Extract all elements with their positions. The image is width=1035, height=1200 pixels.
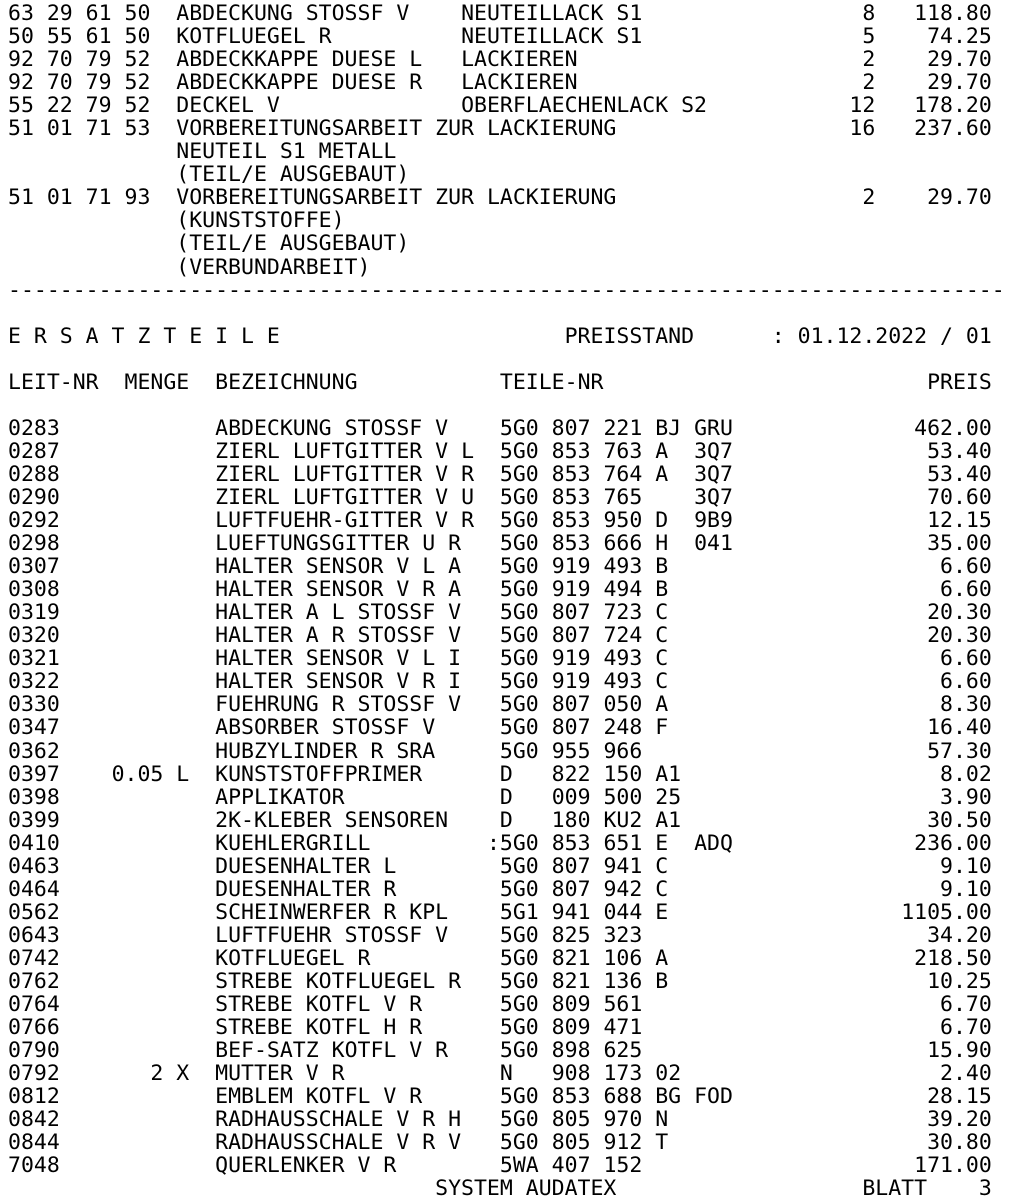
part-price: 16.40 xyxy=(927,715,992,741)
part-price: 30.50 xyxy=(927,807,992,833)
part-number: N 908 173 02 xyxy=(499,1061,682,1087)
part-number: 5G0 825 323 xyxy=(499,922,643,948)
labor-hours: 5 xyxy=(862,24,876,50)
part-number: 5G0 955 966 xyxy=(499,738,643,764)
part-number: 5G0 898 625 xyxy=(499,1038,643,1064)
part-quantity: 0.05 L xyxy=(111,761,190,787)
part-row xyxy=(8,624,1035,647)
part-price: 10.25 xyxy=(927,968,992,994)
column-header-menge: MENGE xyxy=(124,369,190,395)
part-number: D 822 150 A1 xyxy=(499,761,682,787)
labor-price: 29.70 xyxy=(927,70,992,96)
part-number: 5G0 807 221 BJ GRU xyxy=(499,415,733,441)
part-leitnr: 0844 xyxy=(8,1130,60,1156)
divider-line xyxy=(8,279,1035,302)
labor-price: 74.25 xyxy=(927,24,992,50)
labor-hours: 2 xyxy=(862,47,876,73)
part-description: HALTER A L STOSSF V xyxy=(215,600,462,626)
labor-price: 118.80 xyxy=(914,1,992,26)
labor-hours: 16 xyxy=(849,116,876,142)
part-number: :5G0 853 651 E ADQ xyxy=(486,830,733,856)
part-description: STREBE KOTFL H R xyxy=(215,1015,423,1041)
part-price: 6.60 xyxy=(940,554,992,580)
labor-code: 63 29 61 50 xyxy=(8,1,151,26)
part-description: HALTER SENSOR V R A xyxy=(215,577,462,603)
part-number: 5G0 821 136 B xyxy=(499,968,669,994)
part-leitnr: 0283 xyxy=(8,415,60,441)
part-row xyxy=(8,463,1035,486)
part-price: 39.20 xyxy=(927,1107,992,1133)
part-leitnr: 0397 xyxy=(8,761,60,787)
part-price: 15.90 xyxy=(927,1038,992,1064)
part-leitnr: 0319 xyxy=(8,600,60,626)
part-number: 5G0 919 494 B xyxy=(499,577,669,603)
part-description: EMBLEM KOTFL V R xyxy=(215,1084,423,1110)
part-row xyxy=(8,970,1035,993)
labor-note: NEUTEIL S1 METALL xyxy=(176,139,397,165)
labor-row xyxy=(8,2,1035,25)
part-number: 5G0 919 493 B xyxy=(499,554,669,580)
labor-description: ABDECKUNG STOSSF V xyxy=(176,1,410,26)
labor-code: 55 22 79 52 xyxy=(8,93,151,119)
part-leitnr: 0812 xyxy=(8,1084,60,1110)
labor-hours: 12 xyxy=(849,93,876,119)
footer-line xyxy=(8,1177,1035,1200)
part-leitnr: 0347 xyxy=(8,715,60,741)
part-row xyxy=(8,1016,1035,1039)
labor-price: 29.70 xyxy=(927,47,992,73)
part-leitnr: 0790 xyxy=(8,1038,60,1064)
divider-dashes: ----------------------------------------------------------------------------- xyxy=(8,277,1005,303)
labor-paint-type: LACKIEREN xyxy=(461,70,578,96)
labor-code: 50 55 61 50 xyxy=(8,24,151,50)
part-number: 5G0 853 666 H 041 xyxy=(499,531,733,557)
part-price: 28.15 xyxy=(927,1084,992,1110)
part-number: 5G0 853 950 D 9B9 xyxy=(499,508,733,534)
part-row xyxy=(8,878,1035,901)
parts-title-line xyxy=(8,325,1035,348)
section-spacer xyxy=(8,348,1035,371)
part-description: HALTER A R STOSSF V xyxy=(215,623,462,649)
part-price: 236.00 xyxy=(914,830,992,856)
part-number: D 009 500 25 xyxy=(499,784,682,810)
part-row xyxy=(8,786,1035,809)
part-row xyxy=(8,417,1035,440)
part-number: 5G0 853 763 A 3Q7 xyxy=(499,438,733,464)
part-number: 5G0 809 471 xyxy=(499,1015,643,1041)
part-description: RADHAUSSCHALE V R V xyxy=(215,1130,462,1156)
part-number: 5WA 407 152 xyxy=(499,1153,643,1179)
section-spacer xyxy=(8,394,1035,417)
part-leitnr: 0792 xyxy=(8,1061,60,1087)
part-row xyxy=(8,532,1035,555)
part-price: 9.10 xyxy=(940,876,992,902)
part-description: STREBE KOTFL V R xyxy=(215,992,423,1018)
column-header-bezeichnung: BEZEICHNUNG xyxy=(215,369,358,395)
labor-description: KOTFLUEGEL R xyxy=(176,24,332,50)
part-price: 8.30 xyxy=(940,692,992,718)
labor-note: (TEIL/E AUSGEBAUT) xyxy=(176,162,410,188)
part-description: HALTER SENSOR V R I xyxy=(215,669,462,695)
part-row xyxy=(8,716,1035,739)
part-leitnr: 0298 xyxy=(8,531,60,557)
part-price: 57.30 xyxy=(927,738,992,764)
part-price: 3.90 xyxy=(940,784,992,810)
part-description: MUTTER V R xyxy=(215,1061,345,1087)
column-header-teilenr: TEILE-NR xyxy=(499,369,604,395)
labor-description: DECKEL V xyxy=(176,93,280,119)
part-number: 5G0 807 942 C xyxy=(499,876,669,902)
part-leitnr: 0308 xyxy=(8,577,60,603)
part-price: 9.10 xyxy=(940,853,992,879)
part-leitnr: 0292 xyxy=(8,508,60,534)
part-description: ABDECKUNG STOSSF V xyxy=(215,415,449,441)
part-description: HUBZYLINDER R SRA xyxy=(215,738,436,764)
labor-description: VORBEREITUNGSARBEIT ZUR LACKIERUNG xyxy=(176,185,617,211)
part-number: 5G0 853 764 A 3Q7 xyxy=(499,461,733,487)
part-description: DUESENHALTER L xyxy=(215,853,397,879)
part-leitnr: 0764 xyxy=(8,992,60,1018)
part-leitnr: 0410 xyxy=(8,830,60,856)
part-description: KOTFLUEGEL R xyxy=(215,945,371,971)
column-header-preis: PREIS xyxy=(927,369,992,395)
part-description: ABSORBER STOSSF V xyxy=(215,715,436,741)
part-leitnr: 0766 xyxy=(8,1015,60,1041)
part-description: STREBE KOTFLUEGEL R xyxy=(215,968,462,994)
labor-price: 237.60 xyxy=(914,116,992,142)
labor-note: (VERBUNDARBEIT) xyxy=(176,254,371,280)
part-number: 5G0 805 970 N xyxy=(499,1107,669,1133)
part-price: 2.40 xyxy=(940,1061,992,1087)
part-leitnr: 0330 xyxy=(8,692,60,718)
part-row xyxy=(8,509,1035,532)
part-leitnr: 0362 xyxy=(8,738,60,764)
section-spacer xyxy=(8,302,1035,325)
part-price: 34.20 xyxy=(927,922,992,948)
labor-note-line xyxy=(8,232,1035,255)
labor-note: (TEIL/E AUSGEBAUT) xyxy=(176,231,410,257)
part-row xyxy=(8,670,1035,693)
part-number: D 180 KU2 A1 xyxy=(499,807,682,833)
part-leitnr: 0742 xyxy=(8,945,60,971)
part-description: 2K-KLEBER SENSOREN xyxy=(215,807,449,833)
labor-note-line xyxy=(8,209,1035,232)
part-number: 5G0 919 493 C xyxy=(499,669,669,695)
part-leitnr: 0643 xyxy=(8,922,60,948)
labor-paint-type: NEUTEILLACK S1 xyxy=(461,1,643,26)
labor-hours: 2 xyxy=(862,185,876,211)
system-name: SYSTEM AUDATEX xyxy=(435,1176,617,1200)
part-price: 171.00 xyxy=(914,1153,992,1179)
part-quantity: 2 X xyxy=(150,1061,190,1087)
parts-header-line xyxy=(8,371,1035,394)
part-price: 20.30 xyxy=(927,600,992,626)
price-status-label: PREISSTAND xyxy=(564,323,695,349)
part-number: 5G0 807 050 A xyxy=(499,692,669,718)
part-number: 5G0 853 765 3Q7 xyxy=(499,484,733,510)
labor-code: 51 01 71 93 xyxy=(8,185,151,211)
labor-price: 178.20 xyxy=(914,93,992,119)
part-price: 218.50 xyxy=(914,945,992,971)
part-row xyxy=(8,440,1035,463)
part-row xyxy=(8,1108,1035,1131)
part-leitnr: 0842 xyxy=(8,1107,60,1133)
part-leitnr: 0287 xyxy=(8,438,60,464)
part-leitnr: 0464 xyxy=(8,876,60,902)
part-row xyxy=(8,1062,1035,1085)
part-row xyxy=(8,555,1035,578)
part-row xyxy=(8,901,1035,924)
part-row xyxy=(8,1039,1035,1062)
part-price: 1105.00 xyxy=(901,899,992,925)
part-price: 70.60 xyxy=(927,484,992,510)
part-leitnr: 0290 xyxy=(8,484,60,510)
part-price: 30.80 xyxy=(927,1130,992,1156)
sheet-label: BLATT xyxy=(862,1176,928,1200)
part-row xyxy=(8,947,1035,970)
part-description: HALTER SENSOR V L I xyxy=(215,646,462,672)
part-number: 5G0 807 724 C xyxy=(499,623,669,649)
part-price: 35.00 xyxy=(927,531,992,557)
labor-code: 51 01 71 53 xyxy=(8,116,151,142)
part-description: FUEHRUNG R STOSSF V xyxy=(215,692,462,718)
part-description: RADHAUSSCHALE V R H xyxy=(215,1107,462,1133)
part-description: KUNSTSTOFFPRIMER xyxy=(215,761,423,787)
labor-note-line xyxy=(8,140,1035,163)
part-row xyxy=(8,924,1035,947)
part-description: APPLIKATOR xyxy=(215,784,345,810)
part-description: SCHEINWERFER R KPL xyxy=(215,899,449,925)
part-description: ZIERL LUFTGITTER V L xyxy=(215,438,475,464)
labor-description: ABDECKKAPPE DUESE L xyxy=(176,47,423,73)
labor-description: ABDECKKAPPE DUESE R xyxy=(176,70,423,96)
part-price: 12.15 xyxy=(927,508,992,534)
part-row xyxy=(8,809,1035,832)
labor-paint-type: OBERFLAECHENLACK S2 xyxy=(461,93,708,119)
part-leitnr: 0288 xyxy=(8,461,60,487)
part-leitnr: 0399 xyxy=(8,807,60,833)
part-price: 53.40 xyxy=(927,461,992,487)
labor-row xyxy=(8,186,1035,209)
part-leitnr: 0463 xyxy=(8,853,60,879)
part-leitnr: 0320 xyxy=(8,623,60,649)
part-number: 5G0 807 723 C xyxy=(499,600,669,626)
part-row xyxy=(8,693,1035,716)
part-description: DUESENHALTER R xyxy=(215,876,397,902)
part-description: QUERLENKER V R xyxy=(215,1153,397,1179)
part-number: 5G1 941 044 E xyxy=(499,899,669,925)
part-price: 6.60 xyxy=(940,577,992,603)
part-price: 6.60 xyxy=(940,669,992,695)
part-description: ZIERL LUFTGITTER V U xyxy=(215,484,475,510)
labor-code: 92 70 79 52 xyxy=(8,47,151,73)
labor-paint-type: LACKIEREN xyxy=(461,47,578,73)
part-description: LUFTFUEHR STOSSF V xyxy=(215,922,449,948)
part-price: 6.70 xyxy=(940,1015,992,1041)
part-price: 8.02 xyxy=(940,761,992,787)
part-row xyxy=(8,1085,1035,1108)
part-description: HALTER SENSOR V L A xyxy=(215,554,462,580)
part-row xyxy=(8,832,1035,855)
part-number: 5G0 853 688 BG FOD xyxy=(499,1084,733,1110)
part-number: 5G0 807 941 C xyxy=(499,853,669,879)
part-description: LUEFTUNGSGITTER U R xyxy=(215,531,462,557)
part-description: ZIERL LUFTGITTER V R xyxy=(215,461,475,487)
part-number: 5G0 919 493 C xyxy=(499,646,669,672)
part-leitnr: 0762 xyxy=(8,968,60,994)
labor-hours: 8 xyxy=(862,1,876,26)
part-price: 20.30 xyxy=(927,623,992,649)
part-row xyxy=(8,993,1035,1016)
part-leitnr: 0398 xyxy=(8,784,60,810)
labor-row xyxy=(8,94,1035,117)
part-description: KUEHLERGRILL xyxy=(215,830,371,856)
part-row xyxy=(8,1131,1035,1154)
part-row xyxy=(8,1154,1035,1177)
part-leitnr: 0307 xyxy=(8,554,60,580)
part-row xyxy=(8,740,1035,763)
part-row xyxy=(8,763,1035,786)
part-row xyxy=(8,486,1035,509)
part-price: 6.60 xyxy=(940,646,992,672)
part-number: 5G0 809 561 xyxy=(499,992,643,1018)
labor-code: 92 70 79 52 xyxy=(8,70,151,96)
part-description: BEF-SATZ KOTFL V R xyxy=(215,1038,449,1064)
part-leitnr: 0562 xyxy=(8,899,60,925)
part-price: 53.40 xyxy=(927,438,992,464)
part-row xyxy=(8,601,1035,624)
part-number: 5G0 821 106 A xyxy=(499,945,669,971)
labor-hours: 2 xyxy=(862,70,876,96)
labor-note: (KUNSTSTOFFE) xyxy=(176,208,345,234)
part-number: 5G0 807 248 F xyxy=(499,715,669,741)
labor-row xyxy=(8,71,1035,94)
part-leitnr: 7048 xyxy=(8,1153,60,1179)
labor-note-line xyxy=(8,163,1035,186)
labor-price: 29.70 xyxy=(927,185,992,211)
part-price: 6.70 xyxy=(940,992,992,1018)
labor-row xyxy=(8,117,1035,140)
part-leitnr: 0321 xyxy=(8,646,60,672)
price-status-value: : 01.12.2022 / 01 xyxy=(771,323,992,349)
labor-description: VORBEREITUNGSARBEIT ZUR LACKIERUNG xyxy=(176,116,617,142)
labor-row xyxy=(8,48,1035,71)
parts-section-title: E R S A T Z T E I L E xyxy=(8,323,280,349)
sheet-number: 3 xyxy=(978,1176,992,1200)
part-row xyxy=(8,855,1035,878)
labor-note-line xyxy=(8,256,1035,279)
part-price: 462.00 xyxy=(914,415,992,441)
part-row xyxy=(8,578,1035,601)
part-description: LUFTFUEHR-GITTER V R xyxy=(215,508,475,534)
column-header-leitnr: LEIT-NR xyxy=(8,369,99,395)
part-row xyxy=(8,647,1035,670)
part-number: 5G0 805 912 T xyxy=(499,1130,669,1156)
part-leitnr: 0322 xyxy=(8,669,60,695)
labor-paint-type: NEUTEILLACK S1 xyxy=(461,24,643,50)
labor-row xyxy=(8,25,1035,48)
